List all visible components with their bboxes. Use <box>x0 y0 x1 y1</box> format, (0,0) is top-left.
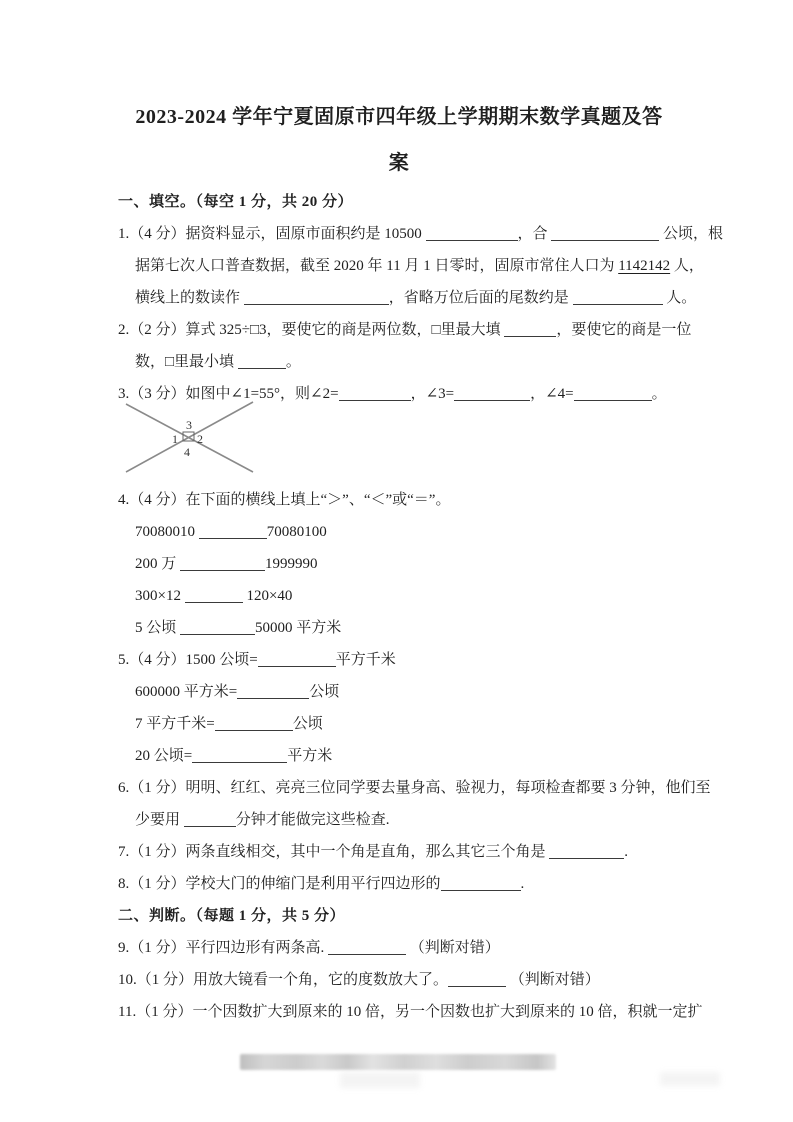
fill-blank-underline <box>426 225 518 241</box>
fill-blank-underline <box>448 971 506 987</box>
angle-label-2: 2 <box>197 432 203 446</box>
question-line <box>118 314 692 346</box>
text-run: 人， <box>670 258 704 274</box>
fill-blank-underline <box>574 385 652 401</box>
angle-label-1: 1 <box>172 432 178 446</box>
question-line <box>118 676 680 708</box>
fill-blank-underline <box>185 587 243 603</box>
question-line <box>118 250 704 282</box>
question-line <box>118 218 724 250</box>
text-run: 2.（2 分）算式 325÷□3，要使它的商是两位数，□里最大填 <box>118 322 505 338</box>
document-title-line1: 2023-2024 学年宁夏固原市四年级上学期期末数学真题及答 <box>135 106 663 128</box>
question-line <box>118 644 680 676</box>
text-run: 5 公顷 <box>135 620 181 636</box>
question-line <box>118 708 680 740</box>
text-run: 3.（3 分）如图中∠1=55°，则∠2= <box>118 386 339 402</box>
fill-blank-underline <box>441 875 521 891</box>
text-run: （判断对错） <box>506 972 600 988</box>
text-run: 600000 平方米= <box>135 684 238 700</box>
text-run: 据第七次人口普查数据，截至 2020 年 11 月 1 日零时，固原市常住人口为 <box>135 258 619 274</box>
question-line <box>118 548 680 580</box>
text-run: 公顷，根 <box>659 226 724 242</box>
text-run: 。 <box>285 354 301 370</box>
fill-blank-underline <box>180 619 255 635</box>
text-run: 1.（4 分）据资料显示，固原市面积约是 10500 <box>118 226 426 242</box>
text-run: 平方千米 <box>335 652 396 668</box>
fill-blank-underline <box>573 289 663 305</box>
fill-blank-underline <box>192 747 287 763</box>
text-run: ，要使它的商是一位 <box>556 322 692 338</box>
fill-blank-underline <box>180 555 265 571</box>
watermark-redacted-strip <box>240 1054 556 1070</box>
text-run: 20 公顷= <box>135 748 193 764</box>
intersecting-lines-drawing <box>120 396 260 482</box>
fill-blank-underline <box>237 683 309 699</box>
text-run: ，省略万位后面的尾数约是 <box>388 290 573 306</box>
fill-blank-underline <box>549 843 624 859</box>
fill-blank-underline <box>244 289 389 305</box>
section-heading <box>118 186 680 218</box>
document-title <box>118 0 680 186</box>
text-run: 10.（1 分）用放大镜看一个角，它的度数放大了。 <box>118 972 449 988</box>
document-flow <box>118 186 724 1028</box>
text-run: 1999990 <box>265 556 318 572</box>
text-run: 公顷 <box>309 684 340 700</box>
fill-blank-underline <box>184 811 236 827</box>
text-run: . <box>624 844 629 860</box>
fill-blank-underline <box>454 385 530 401</box>
fill-blank-underline <box>215 715 293 731</box>
fill-blank-underline <box>339 385 411 401</box>
fill-blank-underline <box>199 523 267 539</box>
text-run: 人。 <box>662 290 697 306</box>
text-run: 70080010 <box>135 524 199 540</box>
question-line <box>118 516 680 548</box>
text-run: ，∠4= <box>530 386 574 402</box>
text-run: 120×40 <box>242 588 293 604</box>
question-line <box>118 804 680 836</box>
underlined-value: 1142142 <box>618 258 671 274</box>
question-line <box>118 580 680 612</box>
text-run: 7.（1 分）两条直线相交，其中一个角是直角，那么其它三个角是 <box>118 844 550 860</box>
text-run: 50000 平方米 <box>255 620 342 636</box>
question-line <box>118 772 711 804</box>
question-line <box>118 932 680 964</box>
text-run: 7 平方千米= <box>135 716 215 732</box>
text-run: ，∠3= <box>410 386 455 402</box>
text-run: 平方米 <box>287 748 333 764</box>
question-line <box>118 484 680 516</box>
question-line <box>118 836 680 868</box>
text-run: 横线上的数读作 <box>135 290 244 306</box>
text-run: 。 <box>651 386 667 402</box>
text-run: 少要用 <box>135 812 184 828</box>
text-run: 300×12 <box>135 588 185 604</box>
text-run: 11.（1 分）一个因数扩大到原来的 10 倍，另一个因数也扩大到原来的 10 倍，积就一定扩 <box>118 1004 703 1020</box>
fill-blank-underline <box>258 651 336 667</box>
text-run: ，合 <box>517 226 552 242</box>
question-line <box>118 996 703 1028</box>
text-run: 9.（1 分）平行四边形有两条高. <box>118 940 329 956</box>
text-run: 200 万 <box>135 556 181 572</box>
text-run: 分钟才能做完这些检查. <box>235 812 390 828</box>
question-line <box>118 740 680 772</box>
text-run: 4.（4 分）在下面的横线上填上“＞”、“＜”或“＝”。 <box>118 492 451 508</box>
watermark-ghost <box>340 1072 420 1088</box>
text-run: 6.（1 分）明明、红红、亮亮三位同学要去量身高、验视力，每项检查都要 3 分钟，他们至 <box>118 780 711 796</box>
question-line <box>118 868 680 900</box>
text-run: 5.（4 分）1500 公顷= <box>118 652 258 668</box>
fill-blank-underline <box>551 225 659 241</box>
question-line <box>118 612 680 644</box>
fill-blank-underline <box>328 939 406 955</box>
document-content <box>118 0 724 1028</box>
text-run: 70080100 <box>266 524 327 540</box>
text-run: . <box>520 876 525 892</box>
fill-blank-underline <box>238 353 286 369</box>
fill-blank-underline <box>504 321 556 337</box>
text-run: 一、填空。（每空 1 分，共 20 分） <box>118 194 354 210</box>
section-heading <box>118 900 680 932</box>
watermark-ghost <box>660 1072 720 1086</box>
text-run: （判断对错） <box>406 940 500 956</box>
angle-label-4: 4 <box>184 445 190 459</box>
question-line <box>118 964 680 996</box>
question-line <box>118 282 697 314</box>
angles-figure <box>118 410 680 484</box>
text-run: 公顷 <box>292 716 323 732</box>
document-title-line2: 案 <box>388 152 410 174</box>
text-run: 二、判断。（每题 1 分，共 5 分） <box>118 908 346 924</box>
question-line <box>118 346 680 378</box>
angle-label-3: 3 <box>186 418 192 432</box>
text-run: 数，□里最小填 <box>135 354 238 370</box>
text-run: 8.（1 分）学校大门的伸缩门是利用平行四边形的 <box>118 876 441 892</box>
